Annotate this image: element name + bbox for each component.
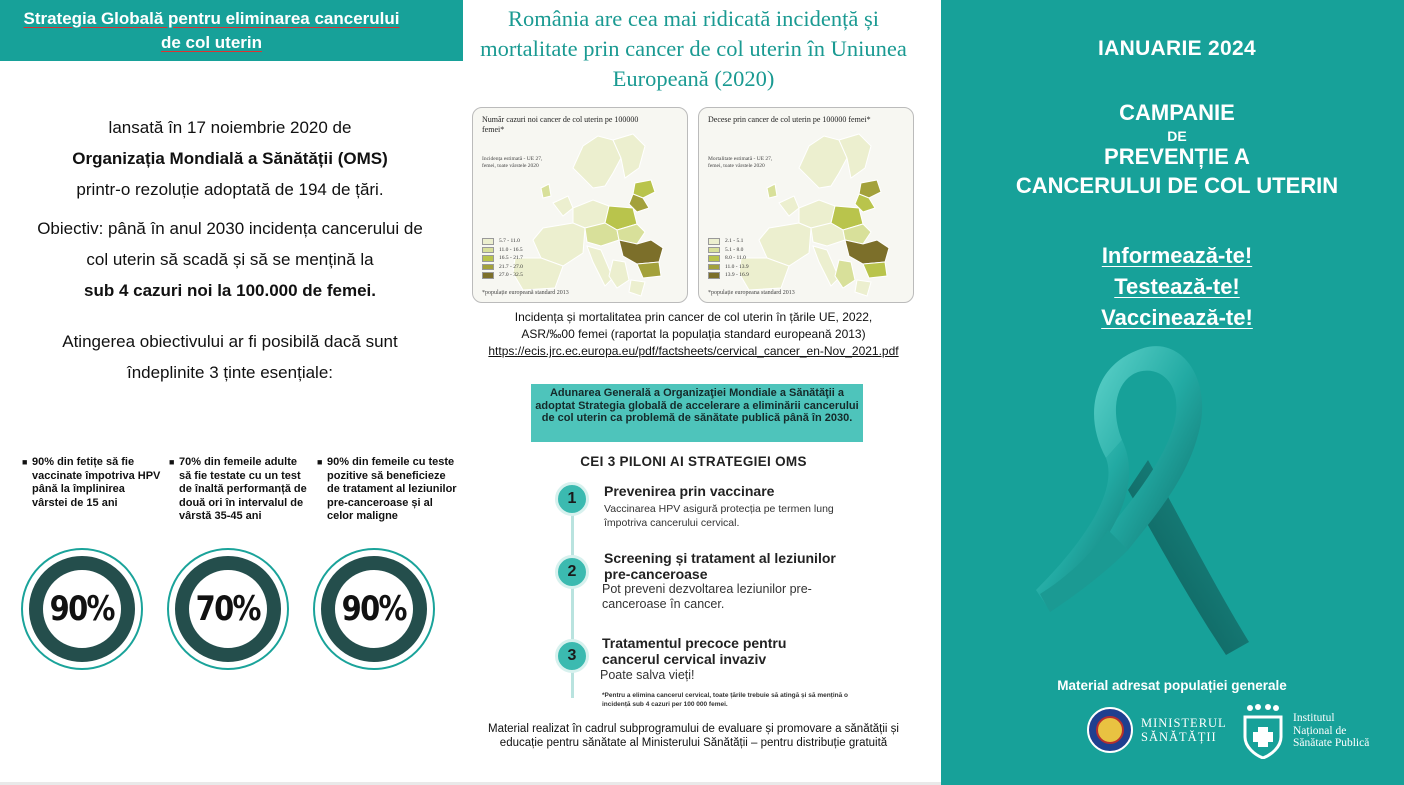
insp-name-line2: Național de [1293, 724, 1347, 737]
legend-label: 2.1 - 5.1 [725, 238, 744, 245]
ministry-seal-icon [1087, 707, 1133, 753]
pillar-number-1: 1 [555, 482, 589, 516]
legend-row [482, 271, 523, 280]
europe-map-incidence [513, 128, 688, 298]
target-text-2 [169, 456, 309, 524]
insp-name-line3: Sănătate Publică [1293, 737, 1370, 750]
bullet-icon: ■ [169, 457, 175, 467]
campaign-title-line1: CAMPANIE [1119, 100, 1235, 125]
ministry-logo [1087, 707, 1227, 753]
legend-label: 11.0 - 16.5 [499, 246, 523, 253]
pillar-title-2: Screening și tratament al leziunilor pre-canceroase [604, 550, 836, 582]
target-2-text: 70% din femeile adulte să fie testate cu un test de înaltă performanță de două ori în intervalul de vârstă 35-45 ani [179, 456, 307, 522]
europe-map-mortality [739, 128, 914, 298]
target-3-value: 90% [341, 589, 407, 629]
left-header-title: Strategia Globală pentru eliminarea cancerului de col uterin [23, 8, 400, 52]
pillar-desc-1: Vaccinarea HPV asigură protecția pe termen lung împotriva cancerului cervical. [604, 503, 834, 529]
legend-swatch [482, 264, 494, 271]
legend-row [708, 263, 749, 272]
insp-name-line1: Institutul [1293, 712, 1335, 725]
target-ring-3 [313, 548, 435, 670]
legend-swatch [708, 238, 720, 245]
legend-row [708, 246, 749, 255]
campaign-title-line2: DE [1167, 128, 1187, 144]
legend-label: 16.5 - 21.7 [499, 255, 523, 262]
legend-row [482, 246, 523, 255]
mortality-map-footnote: *populație europeana standard 2013 [708, 290, 795, 296]
target-ring-2 [167, 548, 289, 670]
pillar-desc-3: Poate salva vieți! [600, 668, 695, 682]
strategy-box: Adunarea Generală a Organizaţiei Mondiale a Sănătăţii a adoptat Strategia globală de accelerare a eliminării cancerului de col uterin ca problemă de sănătate publică până în 2030. [531, 384, 863, 442]
pillar-number-2: 2 [555, 555, 589, 589]
intro-objective-line1: Obiectiv: până în anul 2030 incidența cancerului de [37, 219, 423, 238]
intro-targets-line1: Atingerea obiectivului ar fi posibilă dacă sunt [62, 332, 398, 351]
legend-swatch [482, 247, 494, 254]
legend-swatch [708, 272, 720, 279]
campaign-title [941, 99, 1404, 201]
campaign-panel [941, 0, 1404, 785]
source-link[interactable]: https://ecis.jrc.ec.europa.eu/pdf/factsheets/cervical_cancer_en-Nov_2021.pdf [488, 344, 899, 358]
intro-objective-line2: col uterin să scadă și să se mențină la [86, 250, 374, 269]
pillars-title: CEI 3 PILONI AI STRATEGIEI OMS [580, 454, 807, 469]
incidence-map-subtitle: Incidența estimată - UE 27, femei, toate vârstele 2020 [482, 156, 543, 169]
bullet-icon: ■ [317, 457, 323, 467]
map-caption-line1: Incidența și mortalitatea prin cancer de col uterin în țările UE, 2022, [514, 310, 873, 324]
insp-logo [1241, 703, 1369, 759]
mortality-map-title: Decese prin cancer de col uterin pe 100000 femei* [708, 115, 871, 124]
incidence-map-card [472, 107, 688, 303]
campaign-title-line4: CANCERULUI DE COL UTERIN [1015, 173, 1339, 198]
pillar-number-3: 3 [555, 639, 589, 673]
campaign-date: IANUARIE 2024 [1098, 37, 1256, 60]
intro-objective [20, 213, 440, 306]
legend-label: 11.0 - 13.9 [725, 263, 749, 270]
mortality-map-card [698, 107, 914, 303]
material-footer: Material realizat în cadrul subprogramului de evaluare și promovare a sănătății și educație pentru sănătate al Ministerului Sănătății – pentru distribuție gratuită [487, 723, 899, 749]
legend-row [708, 254, 749, 263]
insp-name [1293, 712, 1369, 750]
pillar-footnote: *Pentru a elimina cancerul cervical, toate țările trebuie să atingă și să mențină o incidență sub 4 cazuri per 100 000 femei. [602, 692, 849, 708]
call-inform: Informează-te! [1101, 243, 1253, 268]
target-text-3 [317, 456, 457, 524]
ministry-name [1141, 716, 1227, 744]
call-test: Testează-te! [1114, 274, 1240, 299]
call-to-action [941, 240, 1404, 333]
pillar-desc-2: Pot preveni dezvoltarea leziunilor pre-canceroase în cancer. [602, 582, 812, 611]
incidence-legend [482, 237, 523, 280]
awareness-ribbon-icon [1036, 340, 1266, 660]
legend-row [482, 254, 523, 263]
legend-swatch [708, 255, 720, 262]
left-header-banner [0, 0, 463, 61]
campaign-title-line3: PREVENȚIE A [1104, 144, 1250, 169]
legend-swatch [482, 255, 494, 262]
target-ring-1 [21, 548, 143, 670]
legend-label: 5.7 - 11.0 [499, 238, 520, 245]
intro-launch-line3: printr-o rezoluție adoptată de 194 de țări. [76, 180, 384, 199]
middle-title: România are cea mai ridicată incidență și mortalitate prin cancer de col uterin în Uniunea Europeană (2020) [480, 6, 907, 91]
intro-launch-line2: Organizația Mondială a Sănătății (OMS) [72, 149, 388, 168]
pillar-title-1: Prevenirea prin vaccinare [604, 483, 775, 499]
legend-row [482, 237, 523, 246]
call-vaccinate: Vaccinează-te! [1101, 305, 1253, 330]
target-text-1 [22, 456, 162, 510]
ministry-name-line2: SĂNĂTĂȚII [1141, 730, 1217, 744]
legend-swatch [482, 238, 494, 245]
audience-note: Material adresat populației generale [1057, 678, 1287, 693]
incidence-map-footnote: *populație europeană standard 2013 [482, 290, 569, 296]
target-1-value: 90% [49, 589, 115, 629]
ministry-name-line1: MINISTERUL [1141, 716, 1227, 730]
legend-label: 21.7 - 27.0 [499, 263, 523, 270]
legend-swatch [482, 272, 494, 279]
legend-swatch [708, 247, 720, 254]
legend-row [482, 263, 523, 272]
legend-label: 13.9 - 16.9 [725, 272, 749, 279]
incidence-map-title: Număr cazuri noi cancer de col uterin pe 100000 femei* [482, 115, 639, 134]
bullet-icon: ■ [22, 457, 28, 467]
map-caption [470, 309, 917, 360]
insp-shield-icon [1241, 703, 1285, 759]
legend-label: 8.0 - 11.0 [725, 255, 746, 262]
mortality-map-subtitle: Mortalitate estimată - UE 27, femei, toate vârstele 2020 [708, 156, 773, 169]
intro-launch-line1: lansată în 17 noiembrie 2020 de [108, 118, 352, 137]
mortality-legend [708, 237, 749, 280]
legend-label: 27.0 - 32.5 [499, 272, 523, 279]
intro-objective-line3: sub 4 cazuri noi la 100.000 de femei. [84, 281, 376, 300]
legend-row [708, 271, 749, 280]
legend-row [708, 237, 749, 246]
target-1-text: 90% din fetițe să fie vaccinate împotriva HPV până la împlinirea vârstei de 15 ani [32, 456, 161, 509]
pillar-title-3: Tratamentul precoce pentru cancerul cervical invaziv [602, 635, 787, 667]
target-ring-inner [29, 556, 135, 662]
target-ring-inner [175, 556, 281, 662]
target-ring-inner [321, 556, 427, 662]
legend-label: 5.1 - 8.0 [725, 246, 744, 253]
legend-swatch [708, 264, 720, 271]
map-caption-line2: ASR/‰00 femei (raportat la populația standard europeană 2013) [521, 327, 866, 341]
intro-launch [20, 112, 440, 205]
intro-targets-line2: îndeplinite 3 ținte esențiale: [126, 363, 334, 382]
intro-targets [20, 326, 440, 388]
target-3-text: 90% din femeile cu teste pozitive să beneficieze de tratament al leziunilor pre-canceroase și al celor maligne [327, 456, 457, 522]
target-2-value: 70% [195, 589, 261, 629]
